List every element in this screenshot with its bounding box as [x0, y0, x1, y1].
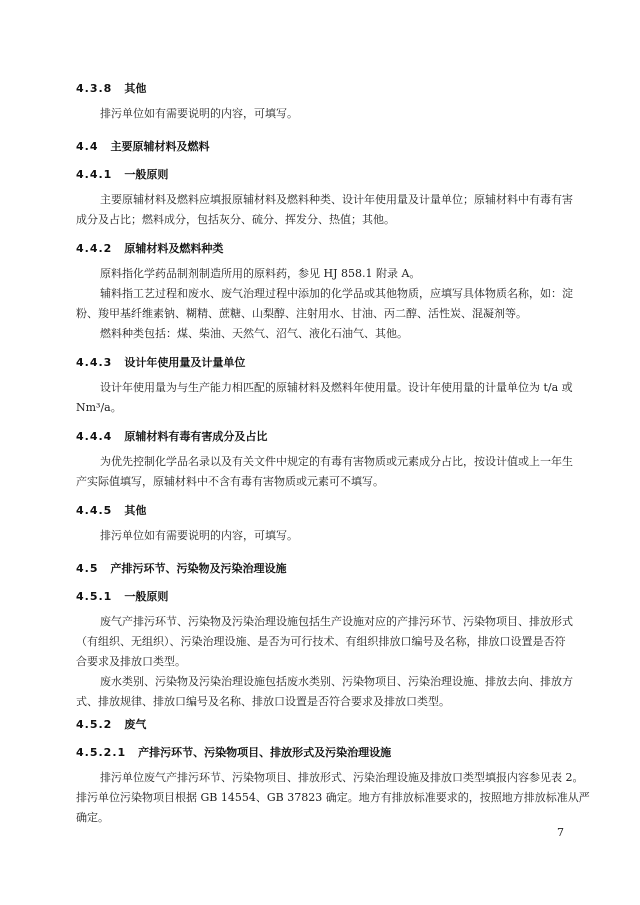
- section-number: 4.4.5: [76, 504, 113, 517]
- text-line: 主要原辅材料及燃料应填报原辅材料及燃料种类、设计年使用量及计量单位；原辅材料中有毒有害: [100, 193, 573, 206]
- section-number: 4.5.2: [76, 718, 113, 731]
- text-line: 废水类别、污染物及污染治理设施包括废水类别、污染物项目、污染治理设施、排放去向、排放方: [100, 675, 573, 688]
- paragraph: [76, 452, 573, 492]
- section-heading: [76, 502, 146, 518]
- section-heading: [76, 354, 245, 370]
- text-line: 为优先控制化学品名录以及有关文件中规定的有毒有害物质或元素成分占比，按设计值或上一年生: [100, 455, 573, 468]
- paragraph: [76, 378, 573, 418]
- section-title: 其他: [124, 504, 147, 517]
- page-number: 7: [557, 826, 564, 839]
- section-heading: [76, 80, 146, 96]
- section-heading: [76, 166, 168, 182]
- paragraph: [76, 104, 564, 124]
- text-line: 辅料指工艺过程和废水、废气治理过程中添加的化学品或其他物质，应填写具体物质名称，如：淀: [100, 287, 573, 300]
- section-number: 4.5: [76, 562, 99, 575]
- text-line: 排污单位废气产排污环节、污染物项目、排放形式、污染治理设施及排放口类型填报内容参见表 2。: [100, 771, 584, 784]
- text-line: Nm³/a。: [76, 401, 122, 414]
- text-line: 成分及占比；燃料成分，包括灰分、硫分、挥发分、热值；其他。: [76, 213, 395, 226]
- section-number: 4.4.1: [76, 168, 113, 181]
- section-heading: [76, 138, 210, 154]
- paragraph: [76, 768, 590, 828]
- text-line: 粉、羧甲基纤维素钠、糊精、蔗糖、山梨醇、注射用水、甘油、丙二醇、活性炭、混凝剂等。: [76, 307, 527, 320]
- section-heading: [76, 428, 267, 444]
- section-title: 主要原辅材料及燃料: [110, 140, 210, 153]
- section-heading: [76, 240, 223, 256]
- text-line: 排污单位如有需要说明的内容，可填写。: [100, 107, 298, 120]
- section-title: 原辅材料有毒有害成分及占比: [124, 430, 268, 443]
- section-number: 4.3.8: [76, 82, 113, 95]
- section-title: 废气: [124, 718, 147, 731]
- text-line: 式、排放规律、排放口编号及名称、排放口设置是否符合要求及排放口类型。: [76, 695, 450, 708]
- section-title: 其他: [124, 82, 147, 95]
- text-line: 燃料种类包括：煤、柴油、天然气、沼气、液化石油气、其他。: [100, 327, 408, 340]
- section-number: 4.5.1: [76, 590, 113, 603]
- text-line: 原料指化学药品制剂制造所用的原料药，参见 HJ 858.1 附录 A。: [100, 267, 421, 280]
- section-title: 设计年使用量及计量单位: [124, 356, 246, 369]
- section-number: 4.4.3: [76, 356, 113, 369]
- section-number: 4.5.2.1: [76, 746, 127, 759]
- section-heading: [76, 560, 287, 576]
- paragraph: [76, 612, 573, 712]
- text-line: 确定。: [76, 811, 109, 824]
- text-line: 产实际值填写，原辅材料中不含有毒有害物质或元素可不填写。: [76, 475, 384, 488]
- text-line: （有组织、无组织）、污染治理设施、是否为可行技术、有组织排放口编号及名称，排放口设置是否符: [76, 635, 566, 648]
- section-heading: [76, 588, 168, 604]
- section-title: 一般原则: [124, 590, 169, 603]
- section-number: 4.4.2: [76, 242, 113, 255]
- text-line: 设计年使用量为与生产能力相匹配的原辅材料及燃料年使用量。设计年使用量的计量单位为 t/a 或: [100, 381, 573, 394]
- text-line: 合要求及排放口类型。: [76, 655, 186, 668]
- text-line: 排污单位污染物项目根据 GB 14554、GB 37823 确定。地方有排放标准要求的，按照地方排放标准从严: [76, 791, 590, 804]
- section-heading: [76, 716, 146, 732]
- section-title: 原辅材料及燃料种类: [124, 242, 224, 255]
- section-number: 4.4.4: [76, 430, 113, 443]
- section-number: 4.4: [76, 140, 99, 153]
- paragraph: [76, 190, 573, 230]
- paragraph: [76, 264, 573, 344]
- section-title: 一般原则: [124, 168, 169, 181]
- section-title: 产排污环节、污染物及污染治理设施: [110, 562, 287, 575]
- section-heading: [76, 744, 391, 760]
- text-line: 排污单位如有需要说明的内容，可填写。: [100, 529, 298, 542]
- paragraph: [76, 526, 564, 546]
- text-line: 废气产排污环节、污染物及污染治理设施包括生产设施对应的产排污环节、污染物项目、排放形式: [100, 615, 573, 628]
- section-title: 产排污环节、污染物项目、排放形式及污染治理设施: [138, 746, 392, 759]
